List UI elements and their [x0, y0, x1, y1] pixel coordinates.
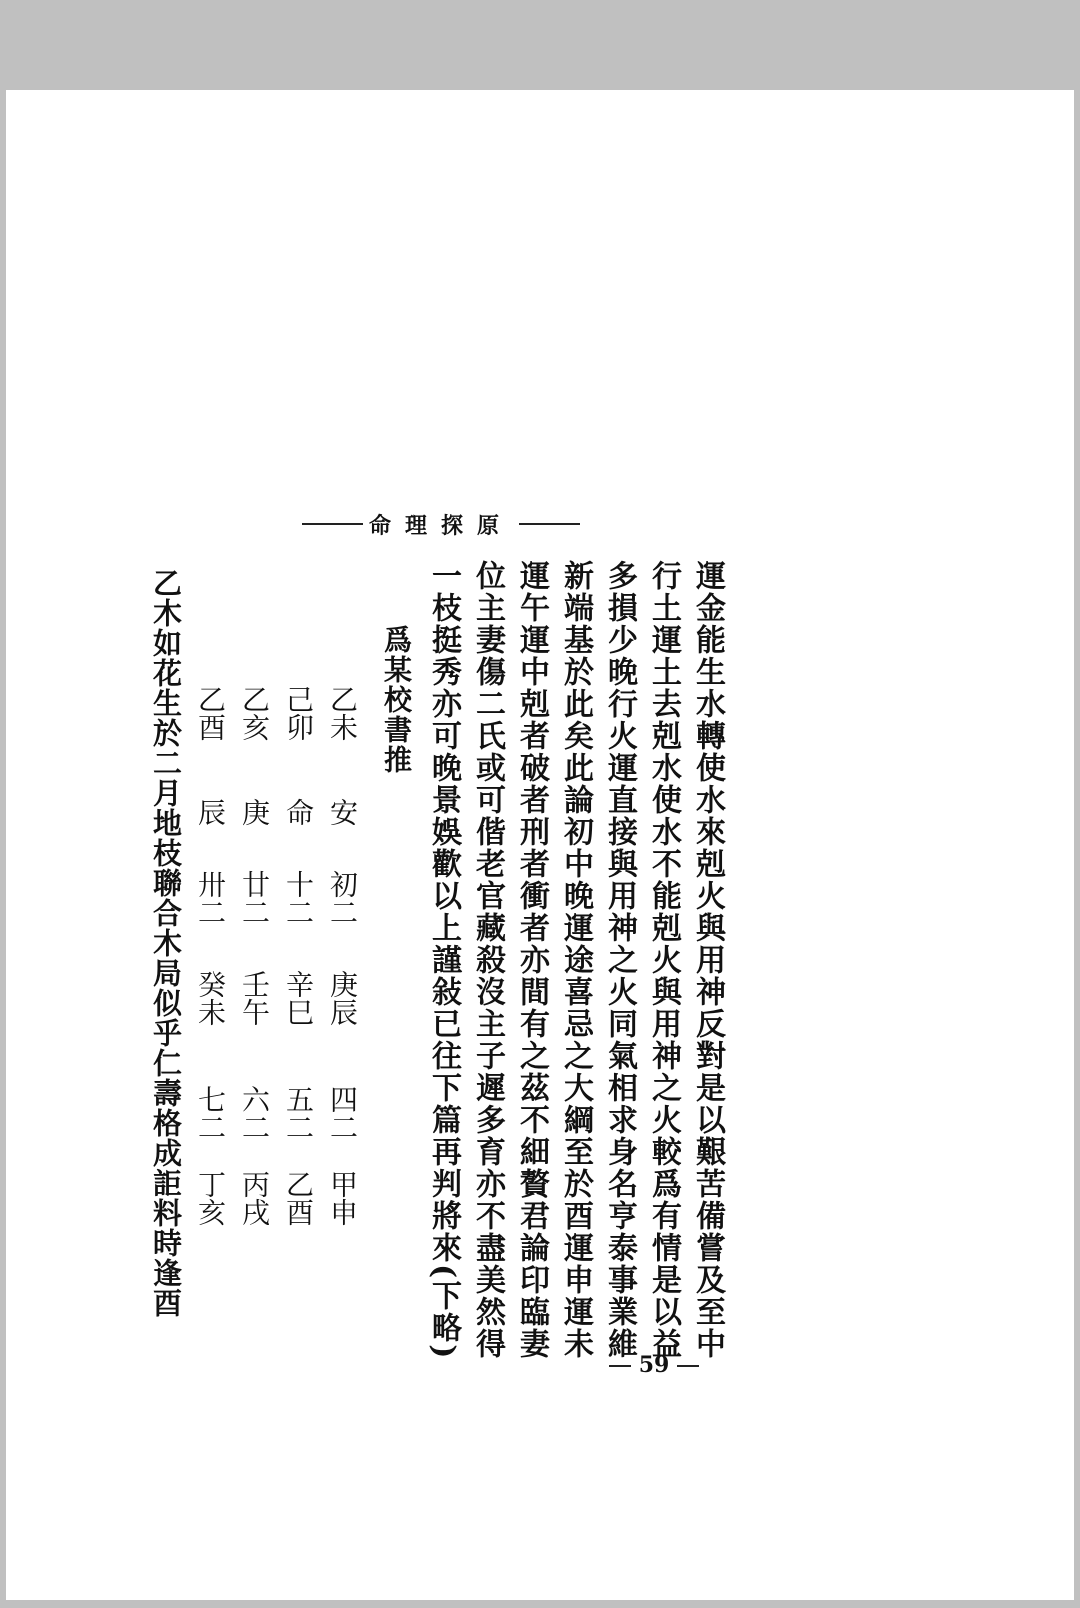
- text-column-7: 一枝挺秀亦可晚景娛歡以上謹敍已往下篇再判將來(下略): [426, 560, 461, 1361]
- luck-pillar-2: 辛巳: [282, 970, 315, 1026]
- luck-age-2: 十二: [282, 870, 315, 926]
- text-column-2: 行土運土去剋水使水不能剋火與用神之火較爲有情是以益: [646, 560, 681, 1360]
- header-title: 命理探原: [369, 512, 514, 539]
- luck-age-7: 六二: [238, 1085, 271, 1141]
- book-page: [6, 90, 1074, 1600]
- text-column-1: 運金能生水轉使水來剋火與用神反對是以艱苦備嘗及至中: [690, 560, 725, 1360]
- luck-age-3: 廿二: [238, 870, 271, 926]
- luck-age-8: 七二: [194, 1085, 227, 1141]
- luck-pillar-8: 丁亥: [194, 1170, 227, 1226]
- pillar-3: 乙亥: [238, 685, 271, 741]
- chart-cell-1-4: 辰: [194, 798, 227, 826]
- page-number-rule-left: [609, 1365, 631, 1367]
- pillar-1: 乙未: [326, 685, 359, 741]
- text-column-4: 新端基於此矣此論初中晚運途喜忌之大綱至於酉運申運未: [558, 560, 593, 1360]
- luck-age-1: 初二: [326, 870, 359, 926]
- luck-age-6: 五二: [282, 1085, 315, 1141]
- luck-pillar-6: 乙酉: [282, 1170, 315, 1226]
- page-number-text: 59: [638, 1352, 670, 1378]
- text-column-6: 位主妻傷二氏或可偕老官藏殺沒主子遲多育亦不盡美然得: [470, 560, 505, 1360]
- page-number: [609, 1352, 699, 1378]
- text-column-3: 多損少晚行火運直接與用神之火同氣相求身名亨泰事業維: [602, 560, 637, 1360]
- luck-pillar-7: 丙戌: [238, 1170, 271, 1226]
- chart-cell-1-3: 庚: [238, 798, 271, 826]
- luck-pillar-4: 癸未: [194, 970, 227, 1026]
- chart-cell-1-2: 命: [282, 798, 315, 826]
- chart-cell-1-1: 安: [326, 798, 359, 826]
- text-column-8: 乙木如花生於二月地枝聯合木局似乎仁壽格成詎料時逢酉: [149, 568, 183, 1318]
- text-column-5: 運午運中剋者破者刑者衝者亦間有之茲不細贅君論印臨妻: [514, 560, 549, 1360]
- pillar-4: 乙酉: [194, 685, 227, 741]
- header-rule-right: [519, 523, 580, 525]
- luck-pillar-3: 壬午: [238, 970, 271, 1026]
- chart-subtitle: 爲某校書推: [380, 625, 413, 775]
- page-number-rule-right: [677, 1365, 699, 1367]
- luck-age-5: 四二: [326, 1085, 359, 1141]
- header-rule-left: [302, 523, 363, 525]
- luck-pillar-1: 庚辰: [326, 970, 359, 1026]
- pillar-2: 己卯: [282, 685, 315, 741]
- running-header: [296, 512, 586, 539]
- luck-age-4: 卅二: [194, 870, 227, 926]
- luck-pillar-5: 甲申: [326, 1170, 359, 1226]
